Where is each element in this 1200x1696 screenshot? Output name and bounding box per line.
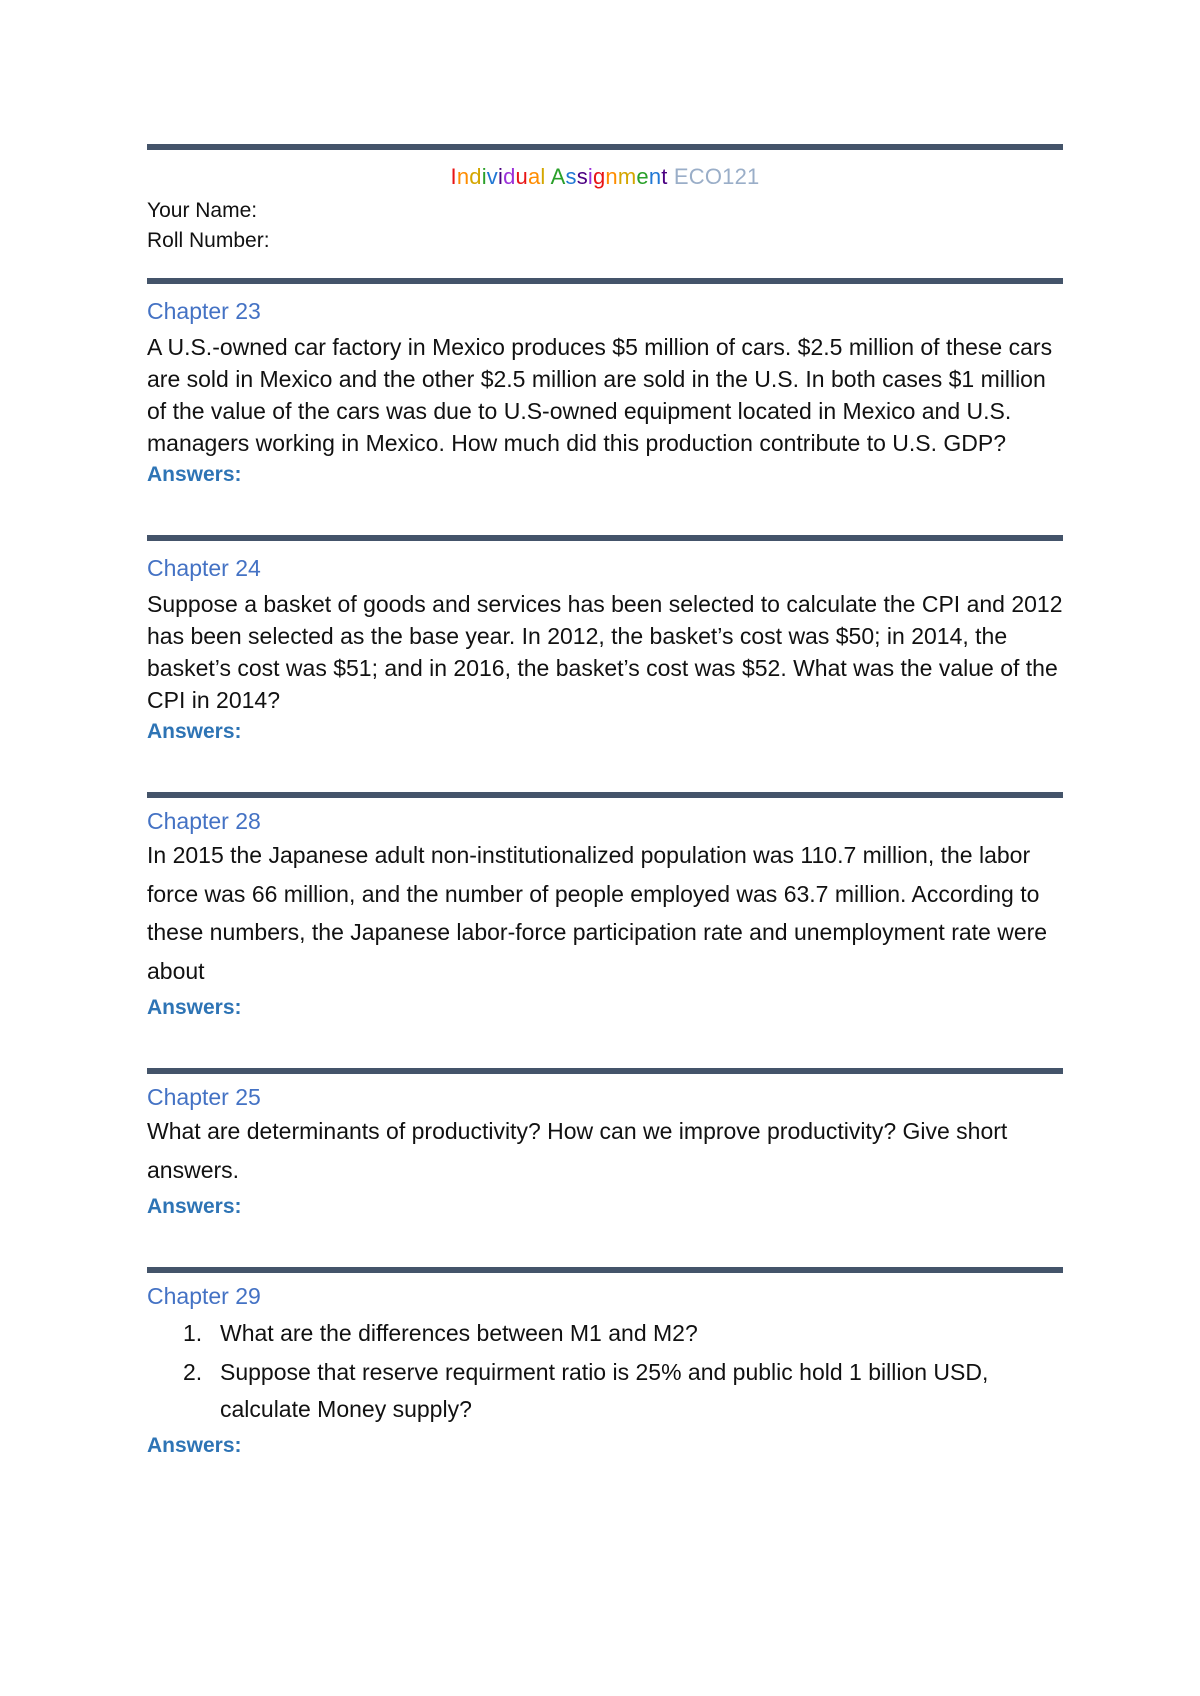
answers-label: Answers: <box>147 720 242 743</box>
title-letter: m <box>617 164 637 189</box>
question-text: A U.S.-owned car factory in Mexico produces $5 million of cars. $2.5 million of these cars are sold in Mexico and the other $2.5 million are sold in the U.S. In both cases $1 million of the value of the cars was due to U.S-owned equipment located in Mexico and U.S. managers working in Mexico. How much did this production contribute to U.S. GDP? <box>147 334 1053 456</box>
title-letter: A <box>550 164 566 189</box>
title-letter: i <box>498 164 504 189</box>
list-item <box>147 1354 1063 1428</box>
title-letter: v <box>486 164 498 189</box>
chapter-heading: Chapter 25 <box>147 1084 261 1110</box>
title-letter: n <box>648 164 662 189</box>
question-text: What are determinants of productivity? How can we improve productivity? Give short answers. <box>147 1118 1008 1183</box>
chapter-heading: Chapter 28 <box>147 808 261 834</box>
chapter-heading: Chapter 29 <box>147 1283 261 1309</box>
list-item-text: Suppose that reserve requirment ratio is 25% and public hold 1 billion USD, calculate Money supply? <box>220 1359 989 1422</box>
list-item-text: What are the differences between M1 and M2? <box>220 1320 698 1346</box>
divider-rule <box>147 535 1063 541</box>
title-letter: u <box>515 164 528 189</box>
answers-label: Answers: <box>147 1434 242 1457</box>
title-letter: n <box>456 164 470 189</box>
student-fields <box>147 196 1063 256</box>
title-letter: I <box>450 164 457 189</box>
answers-label: Answers: <box>147 1195 242 1218</box>
title-letter: n <box>605 164 618 189</box>
title-letter: d <box>469 164 482 189</box>
title-letter: g <box>592 164 606 189</box>
document-title <box>147 164 1063 190</box>
divider-rule <box>147 792 1063 798</box>
list-number: 2. <box>183 1359 203 1385</box>
list-item <box>147 1315 1063 1352</box>
answers-label: Answers: <box>147 996 242 1019</box>
title-letter: e <box>636 164 649 189</box>
document-content <box>147 144 1063 1462</box>
title-letter: i <box>587 164 593 189</box>
title-letter: d <box>503 164 516 189</box>
divider-rule <box>147 1267 1063 1273</box>
name-label: Your Name: <box>147 199 258 222</box>
divider-rule <box>147 278 1063 284</box>
list-number: 1. <box>183 1320 203 1346</box>
question-text: Suppose a basket of goods and services has been selected to calculate the CPI and 2012 has been selected as the base year. In 2012, the basket’s cost was $50; in 2014, the basket’s cost was $51; and in 2016, the basket’s cost was $52. What was the value of the CPI in 2014? <box>147 591 1063 713</box>
divider-rule <box>147 1068 1063 1074</box>
question-text: In 2015 the Japanese adult non-institutionalized population was 110.7 million, the labor force was 66 million, and the number of people employed was 63.7 million. According to these numbers, the Japanese labor-force participation rate and unemployment rate were about <box>147 842 1048 984</box>
divider-rule <box>147 144 1063 150</box>
chapter-heading: Chapter 23 <box>147 298 261 324</box>
title-letter: t <box>661 164 668 189</box>
title-letter: i <box>481 164 487 189</box>
title-letter: l <box>540 164 546 189</box>
answers-label: Answers: <box>147 463 242 486</box>
question-list <box>147 1315 1063 1428</box>
title-letter: a <box>527 164 541 189</box>
title-main <box>451 164 668 189</box>
title-letter: s <box>576 164 588 189</box>
roll-number-label: Roll Number: <box>147 229 270 252</box>
chapter-heading: Chapter 24 <box>147 555 261 581</box>
title-letter: s <box>565 164 577 189</box>
course-code: ECO121 <box>673 164 760 189</box>
